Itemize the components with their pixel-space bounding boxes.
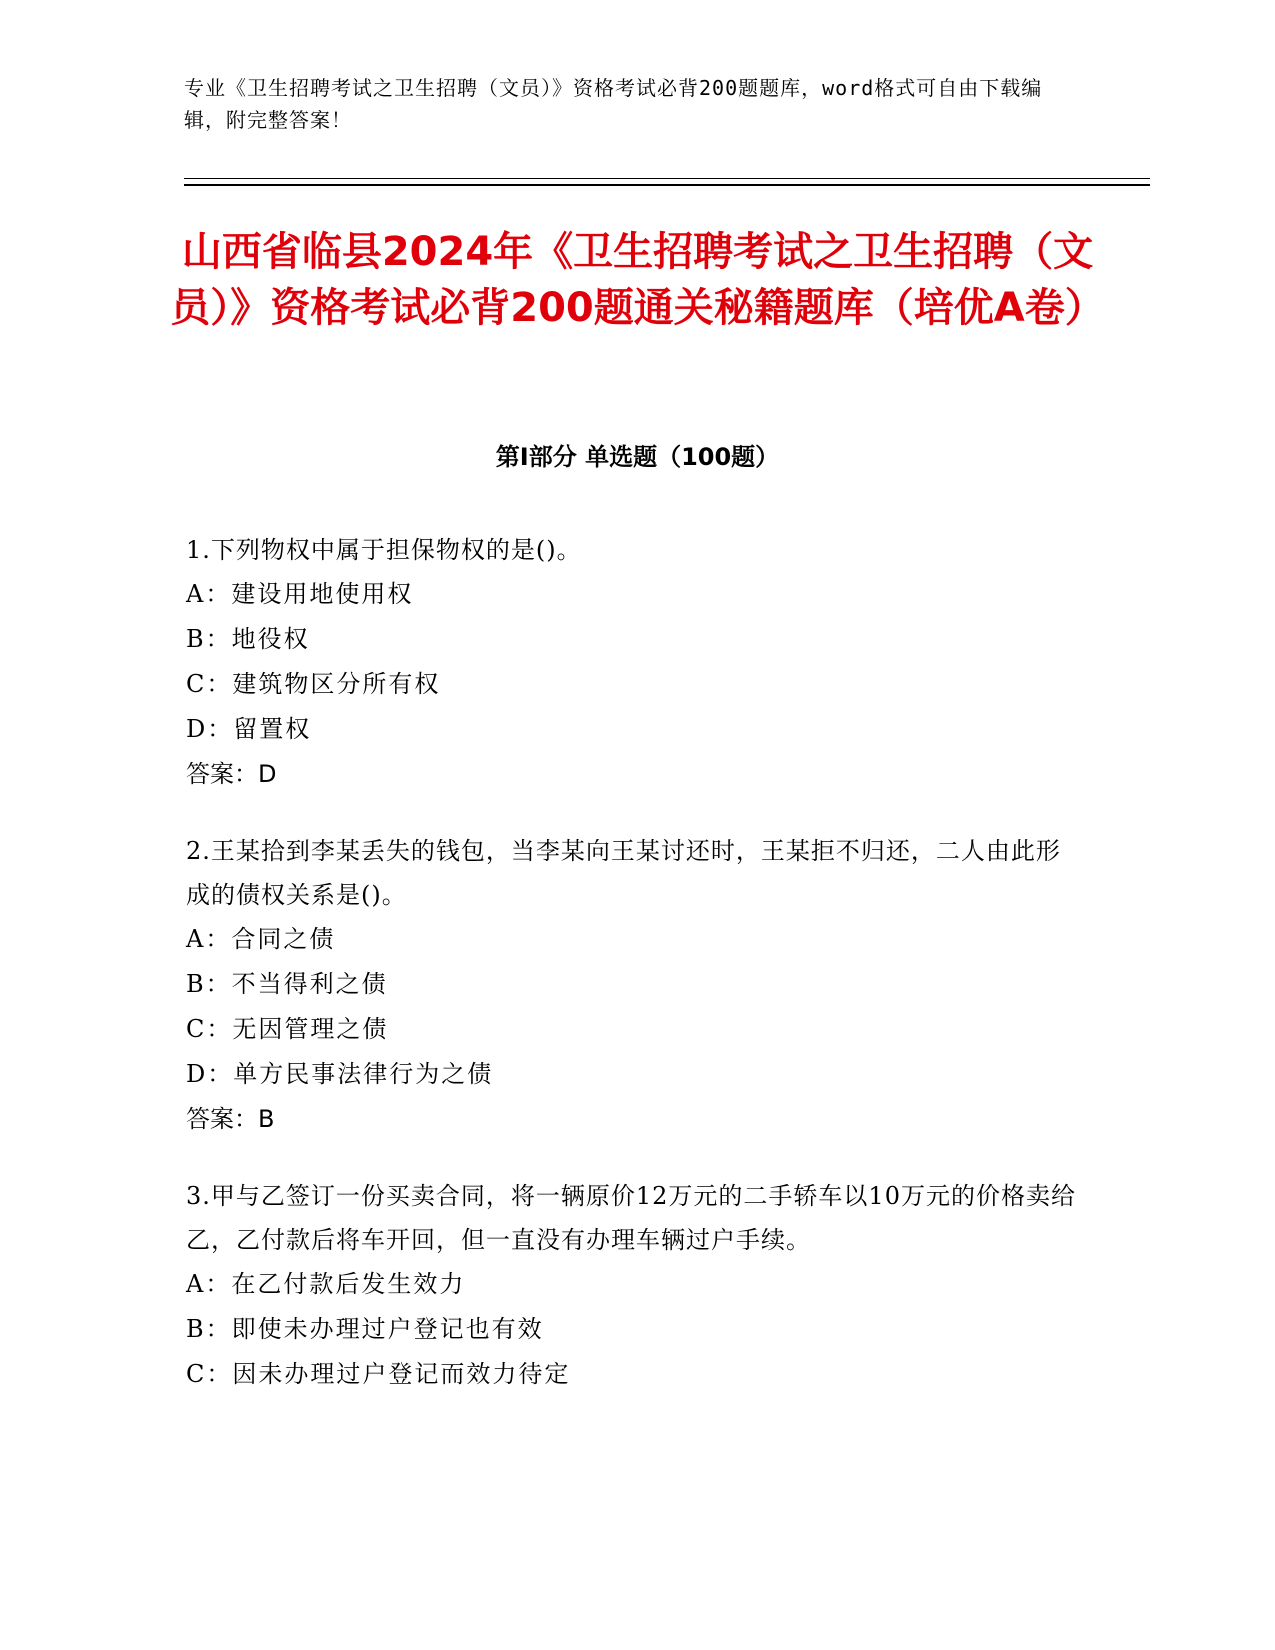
question-list <box>186 528 1076 1429</box>
header-divider-thin <box>184 178 1150 179</box>
option-a: A：建设用地使用权 <box>186 580 414 608</box>
option-d: D：留置权 <box>186 715 312 743</box>
header-note: 专业《卫生招聘考试之卫生招聘（文员）》资格考试必背200题题库，word格式可自由下载编辑，附完整答案！ <box>184 76 1043 132</box>
option-b: B：地役权 <box>186 625 310 653</box>
question-stem: 2.王某拾到李某丢失的钱包，当李某向王某讨还时，王某拒不归还，二人由此形成的债权关系是()。 <box>186 837 1061 909</box>
question-2 <box>186 829 1076 1142</box>
option-c: C：因未办理过户登记而效力待定 <box>186 1360 571 1388</box>
option-c: C：建筑物区分所有权 <box>186 670 441 698</box>
question-stem: 1.下列物权中属于担保物权的是()。 <box>186 536 582 564</box>
question-3 <box>186 1174 1076 1397</box>
option-c: C：无因管理之债 <box>186 1015 389 1043</box>
option-b: B：即使未办理过户登记也有效 <box>186 1315 544 1343</box>
answer: 答案：D <box>186 760 277 788</box>
option-a: A：在乙付款后发生效力 <box>186 1270 466 1298</box>
question-1 <box>186 528 1076 797</box>
document-title: 山西省临县2024年《卫生招聘考试之卫生招聘（文员）》资格考试必背200题通关秘籍题库（培优A卷） <box>170 229 1105 331</box>
option-b: B：不当得利之债 <box>186 970 388 998</box>
question-stem: 3.甲与乙签订一份买卖合同，将一辆原价12万元的二手轿车以10万元的价格卖给乙，乙付款后将车开回，但一直没有办理车辆过户手续。 <box>186 1182 1076 1254</box>
answer: 答案：B <box>186 1105 275 1133</box>
section-title: 第I部分 单选题（100题） <box>495 443 780 471</box>
header-divider-thick <box>184 184 1150 186</box>
option-a: A：合同之债 <box>186 925 336 953</box>
option-d: D：单方民事法律行为之债 <box>186 1060 494 1088</box>
